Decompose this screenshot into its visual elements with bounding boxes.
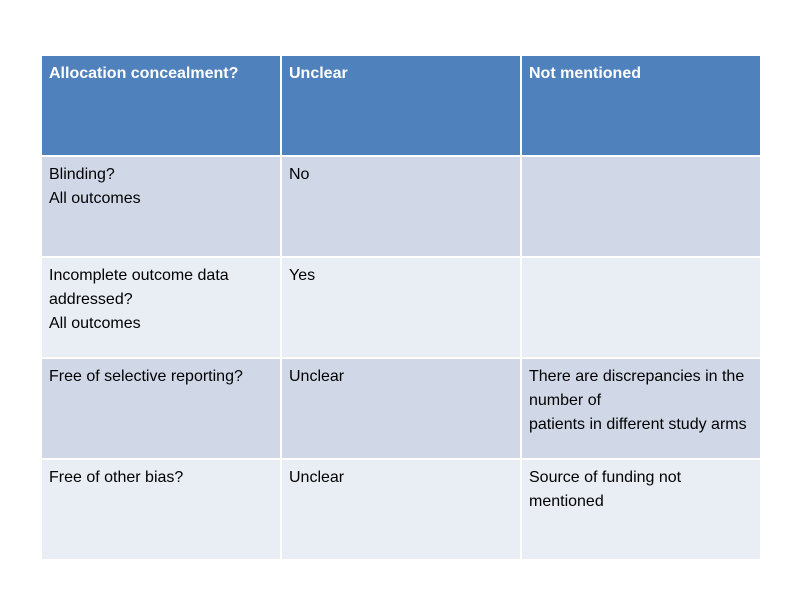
cell-judgement: Yes (281, 257, 521, 358)
table-row (41, 358, 761, 459)
cell-criterion: Free of selective reporting? (41, 358, 281, 459)
cell-support (521, 156, 761, 257)
cell-support: There are discrepancies in the number of patients in different study arms (521, 358, 761, 459)
table-row (41, 257, 761, 358)
cell-support (521, 257, 761, 358)
cell-judgement: No (281, 156, 521, 257)
cell-criterion: Blinding? All outcomes (41, 156, 281, 257)
risk-of-bias-table (40, 54, 762, 561)
table-body (41, 156, 761, 560)
table-row (41, 459, 761, 560)
cell-judgement: Unclear (281, 459, 521, 560)
cell-judgement: Unclear (281, 358, 521, 459)
header-cell-support: Not mentioned (521, 55, 761, 156)
table-row (41, 156, 761, 257)
cell-criterion: Incomplete outcome data addressed? All outcomes (41, 257, 281, 358)
table-header (41, 55, 761, 156)
cell-criterion: Free of other bias? (41, 459, 281, 560)
header-cell-judgement: Unclear (281, 55, 521, 156)
header-row (41, 55, 761, 156)
header-cell-criterion: Allocation concealment? (41, 55, 281, 156)
cell-support: Source of funding not mentioned (521, 459, 761, 560)
